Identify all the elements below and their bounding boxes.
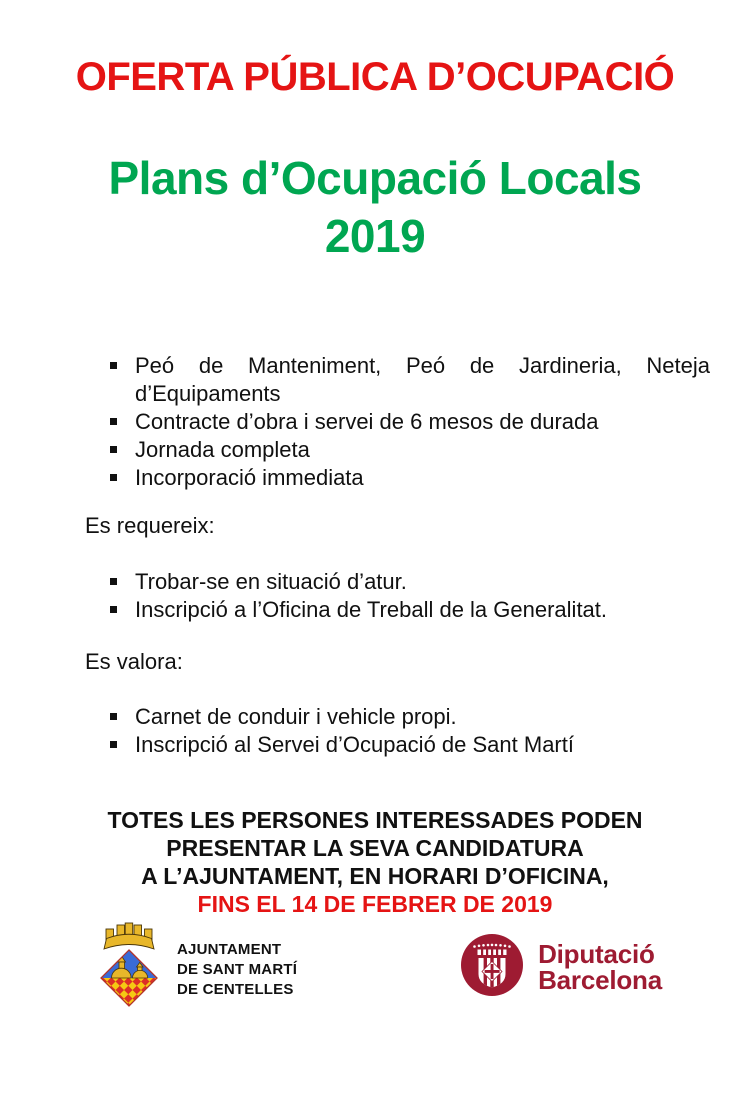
bullet-icon [110,446,117,453]
bullet-icon [110,606,117,613]
ajuntament-name-line-1: AJUNTAMENT [177,941,282,958]
list-item-text: Incorporació immediata [135,465,364,490]
merits-heading: Es valora: [85,649,183,674]
cta-line-3: A L’AJUNTAMENT, EN HORARI D’OFICINA, [141,863,609,889]
list-item [110,703,710,731]
ajuntament-name-line-2: DE SANT MARTÍ [177,961,298,978]
bullet-icon [110,362,117,369]
list-item-text: Inscripció al Servei d’Ocupació de Sant Martí [135,732,574,757]
ajuntament-crest-icon [98,918,160,1010]
list-item [110,352,710,408]
list-item-text: Trobar-se en situació d’atur. [135,569,407,594]
diputacio-name-line-2: Barcelona [538,965,662,995]
list-item [110,436,710,464]
list-item [110,568,710,596]
merits-list [110,703,710,759]
cta-line-2: PRESENTAR LA SEVA CANDIDATURA [166,835,584,861]
poster-subtitle [0,149,750,265]
list-item-text: Carnet de conduir i vehicle propi. [135,704,457,729]
list-item [110,408,710,436]
list-item-text: Jornada completa [135,437,310,462]
cta-block [0,806,750,918]
diputacio-name-line-1: Diputació [538,939,655,969]
subtitle-line-1: Plans d’Ocupació Locals [108,152,642,204]
list-item-text: Peó de Manteniment, Peó de Jardineria, Neteja d’Equipaments [135,353,710,406]
bullet-icon [110,741,117,748]
bullet-icon [110,474,117,481]
bullet-icon [110,713,117,720]
ajuntament-name-line-3: DE CENTELLES [177,981,294,998]
ajuntament-logo-group [98,918,297,1010]
list-item [110,596,710,624]
requirements-list [110,568,710,624]
bullet-icon [110,578,117,585]
page-title: OFERTA PÚBLICA D’OCUPACIÓ [75,55,675,99]
list-item-text: Inscripció a l’Oficina de Treball de la Generalitat. [135,597,608,622]
list-item [110,464,710,492]
diputacio-seal-icon [460,933,524,997]
cta-deadline: FINS EL 14 DE FEBRER DE 2019 [197,891,553,917]
offer-list [110,352,710,492]
list-item-text: Contracte d’obra i servei de 6 mesos de durada [135,409,599,434]
list-item [110,731,710,759]
cta-line-1: TOTES LES PERSONES INTERESSADES PODEN [107,807,643,833]
diputacio-name [538,941,662,993]
requirements-heading: Es requereix: [85,513,215,538]
subtitle-line-2: 2019 [324,210,426,262]
footer-logos [0,918,750,1010]
ajuntament-name [177,940,297,1000]
bullet-icon [110,418,117,425]
diputacio-logo-group [460,933,662,997]
